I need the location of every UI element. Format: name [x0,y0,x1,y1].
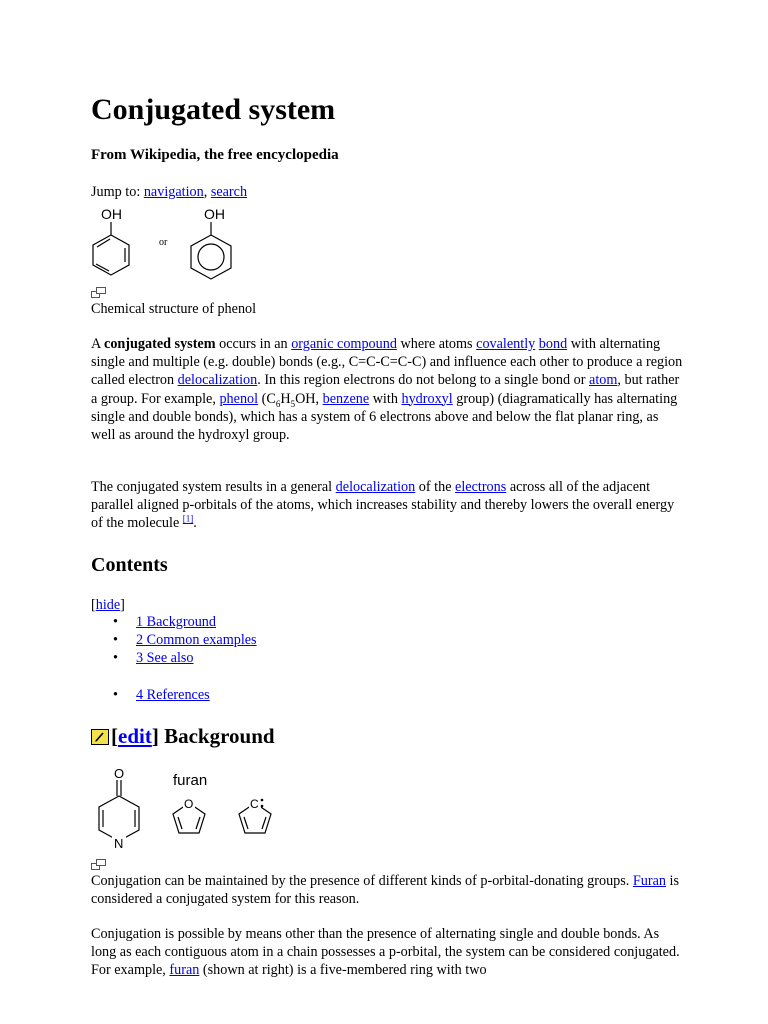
phenol-or-label: or [159,237,168,248]
page-title: Conjugated system [91,93,336,126]
link-furan-2[interactable]: furan [169,962,200,979]
intro-paragraph: A conjugated system occurs in an organic compound where atoms covalently bond with alternating single and multiple (e.g. double) bonds (e.g., C=C-C=C-C) and influence each other to produce a region called electron delocalization. In this region electrons do not belong to a single bond or atom, but rather a group. For example, phenol ($C_6H_5OH$, benzene with hydroxyl group) (diagramatically has alternating single and double bonds), which has a system of 6 electrons above and below the flat planar ring, as well as around the hydroxyl group. [91,336,683,444]
furan-double-bond-1 [178,817,182,829]
link-hydroxyl[interactable]: hydroxyl [401,390,453,407]
background-paragraph-1: Conjugation can be maintained by the presence of different kinds of p-orbital-donating groups. Furan is considered a conjugated system for this reason. [91,873,679,908]
section-title: Background [158,724,275,748]
jump-separator: , [203,184,211,200]
hide-contents-link[interactable]: hide [95,597,121,613]
link-electrons[interactable]: electrons [455,479,507,495]
delocalization-paragraph: The conjugated system results in a general delocalization of the electrons across all of the adjacent parallel aligned p-orbitals of the atoms, which increases stability and thereby lowers the overall energy of the molecule [1]. [91,479,675,532]
section-heading-background: [edit] Background [91,722,275,750]
link-bond[interactable]: bond [538,336,568,352]
phenol-aromatic-ring [191,235,231,279]
reference-link-1[interactable]: [1] [182,513,194,524]
toc-item [113,613,257,631]
jump-navigation-link[interactable]: navigation [143,184,204,200]
link-benzene[interactable]: benzene [322,390,370,407]
table-of-contents [113,613,257,704]
furan-double-bond-2 [196,817,200,829]
enlarge-icon-2[interactable] [91,859,106,870]
link-covalently[interactable]: covalently [476,336,536,352]
phenol-structure-image[interactable] [91,204,241,286]
phenol-kekule-ring [93,235,129,275]
pyridone-ring [99,796,139,841]
toc-item [113,686,257,704]
furan-label: furan [173,772,208,789]
pyridone-n-label: N [114,836,124,851]
toc-link-see-also[interactable]: 3 See also [136,650,194,667]
link-delocalization-2[interactable]: delocalization [335,479,416,495]
toc-item [113,649,257,667]
enlarge-icon[interactable] [91,287,106,298]
link-atom[interactable]: atom [589,372,618,389]
bullet-icon: • [113,632,118,649]
toc-link-background[interactable]: 1 Background [136,614,216,630]
pyridone-o-label: O [114,766,125,781]
lone-pair-dot-1 [261,799,264,802]
carbene-c-label: C [250,797,259,811]
edit-section-link[interactable]: edit [118,724,152,748]
edit-pencil-icon[interactable] [91,729,109,745]
carbene-double-bond-2 [262,817,266,829]
phenol-aromatic-circle [198,244,224,270]
bullet-icon: • [113,686,118,703]
link-phenol[interactable]: phenol [219,390,259,407]
jump-to-label: Jump to: [91,184,144,200]
link-furan[interactable]: Furan [632,873,666,889]
bullet-icon: • [113,650,118,667]
toc-link-common-examples[interactable]: 2 Common examples [136,632,257,649]
carbene-double-bond-1 [244,817,248,829]
site-subtitle: From Wikipedia, the free encyclopedia [91,147,339,163]
phenol-caption: Chemical structure of phenol [91,301,257,317]
phenol-oh-label-left: OH [101,206,122,222]
link-delocalization[interactable]: delocalization [177,372,258,389]
contents-toggle: [hide] [91,597,125,613]
link-organic-compound[interactable]: organic compound [291,336,397,352]
term-conjugated-system: conjugated system [104,336,216,352]
bullet-icon: • [113,614,118,630]
toc-item [113,631,257,649]
lone-pair-dot-2 [261,805,264,808]
contents-heading: Contents [91,554,168,576]
toc-link-references[interactable]: 4 References [136,686,210,703]
furan-o-label: O [184,797,194,811]
background-paragraph-2: Conjugation is possible by means other than the presence of alternating single and double bonds. As long as each contiguous atom in a chain possesses a p-orbital, the system can be considered conjugated. For example, furan (shown at right) is a five-membered ring with two [91,926,680,979]
phenol-double-bond-3 [97,239,110,247]
phenol-oh-label-right: OH [204,206,225,222]
jump-to-bar [91,182,247,202]
jump-search-link[interactable]: search [210,184,248,200]
